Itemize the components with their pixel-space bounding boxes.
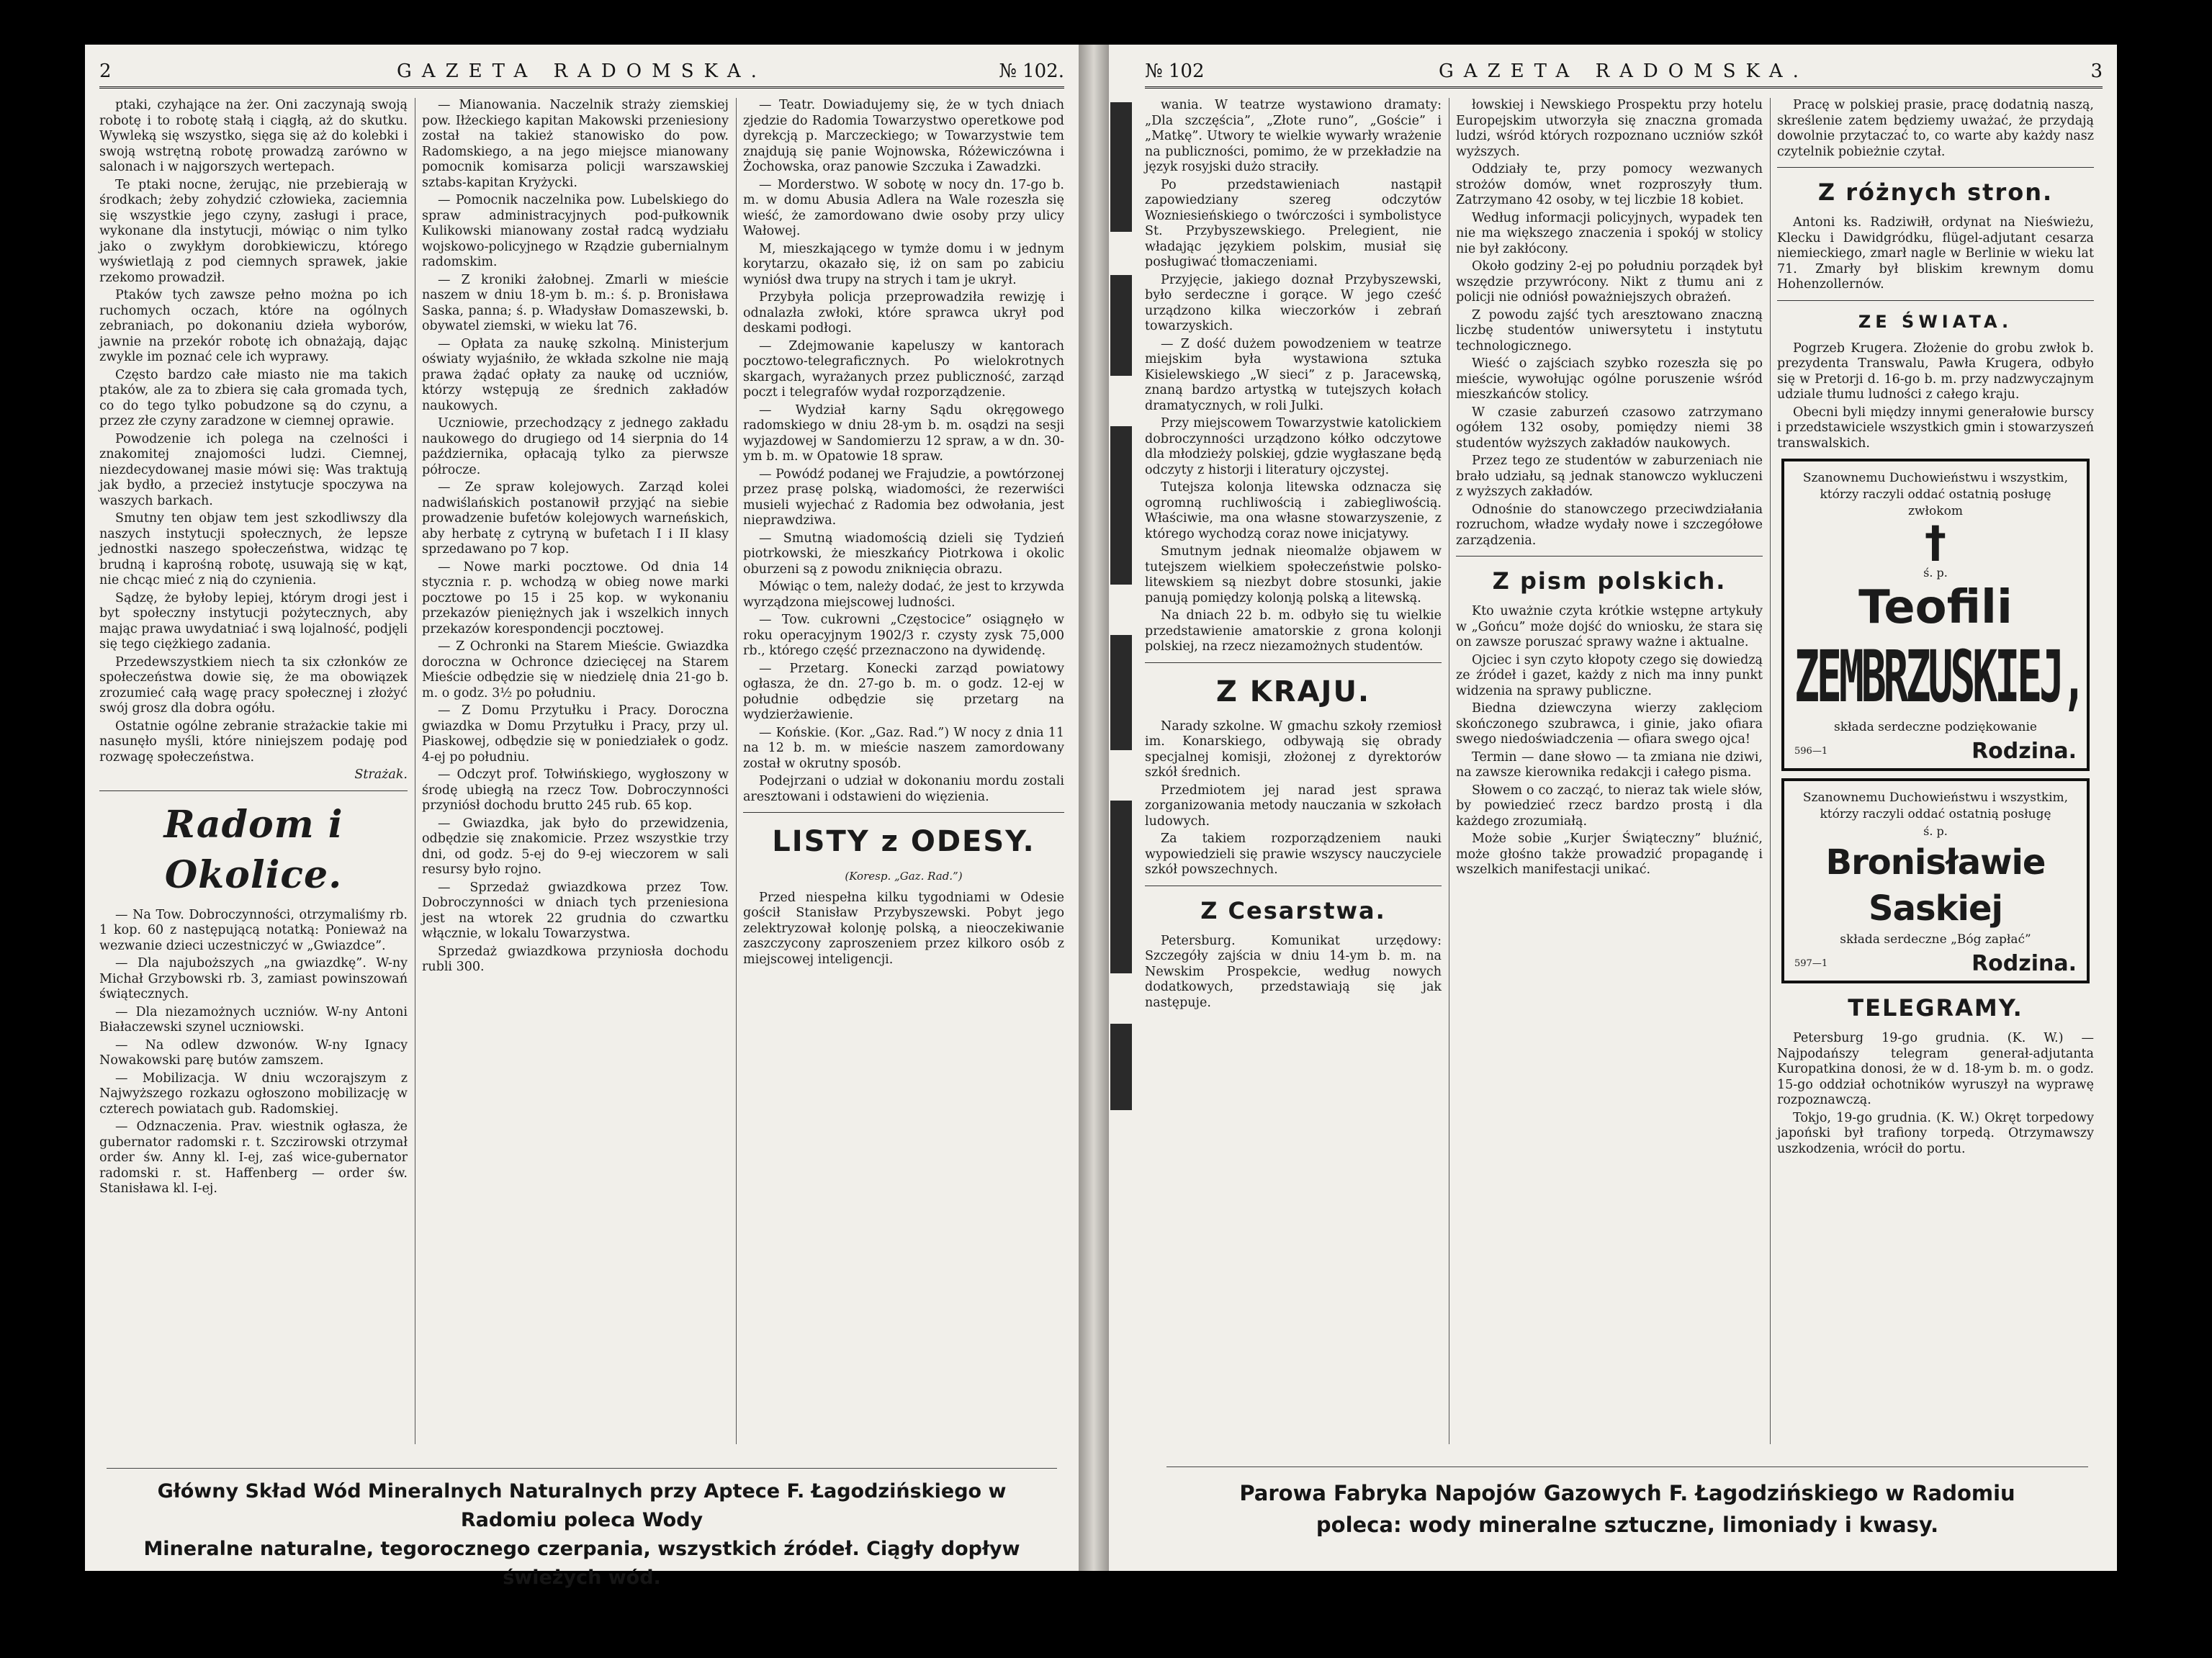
paragraph: Smutny ten objaw tem jest szkodliwszy dla naszych instytucji społecznych, że lepsze jednostki naszego społeczeństwa, widząc tę brudną i kaprośną robotę, usuwają się w kąt, nie chcąc mieć z nią do czynienia. [99, 511, 408, 587]
paragraph: Petersburg 19-go grudnia. (K. W.) — Najpodańszy telegram generał-adjutanta Kuropatkina donosi, że w d. 18-ym b. m. o godz. 15-go oddział ochotników wyruszył na wyprawę rozpoznawczą. [1777, 1031, 2094, 1107]
paragraph: Według informacji policyjnych, wypadek ten nie ma większego znaczenia i spokój w stolicy nie był zakłócony. [1456, 210, 1763, 256]
column-1 [99, 98, 408, 1199]
paragraph: — Mianowania. Naczelnik straży ziemskiej pow. Iłżeckiego kapitan Makowski przeniesiony został na takież stanowisko do pow. Radomskiego, a na jego miejsce mianowany pomocnik komisarza policji warszawskiej sztabs-kapitan Kryżycki. [422, 98, 729, 190]
left-page-header [99, 58, 1064, 89]
paragraph: Na dniach 22 b. m. odbyło się tu wielkie przedstawienie amatorskie z grona kolonji polskiej, na rzecz niezamożnych studentów. [1145, 608, 1442, 654]
obituary-first-name: Teofili [1858, 581, 2013, 634]
paragraph: — Przetarg. Konecki zarząd powiatowy ogłasza, że dn. 27-go b. m. o godz. 12-ej w południe odbędzie się przetarg na wydzierżawienie. [743, 661, 1064, 722]
paragraph: W czasie zaburzeń czasowo zatrzymano ogółem 132 osoby, pomiędzy niemi 38 studentów wyższych zakładów naukowych. [1456, 405, 1763, 451]
paragraph: Słowem o co zacząć, to nieraz tak wiele słów, by powiedzieć rzecz bardzo prostą i dla każdego zrozumiałą. [1456, 783, 1763, 829]
section-heading-polish-press: Z pism polskich. [1492, 567, 1727, 595]
column-rule [736, 98, 737, 1444]
paragraph: — Sprzedaż gwiazdkowa przez Tow. Dobroczynności w dniach tych przeniesiona jest na wtorek 22 grudnia do czwartku włącznie, w lokalu Towarzystwa. [422, 880, 729, 941]
paragraph: Z powodu zajść tych aresztowano znaczną liczbę studentów uniwersytetu i instytutu technologicznego. [1456, 307, 1763, 353]
binding-margin-strip [1109, 88, 1135, 1139]
obituary-intro: Szanownemu Duchowieństwu i wszystkim, którzy raczyli oddać ostatnią posługę zwłokom [1802, 471, 2069, 518]
paragraph: — Z kroniki żałobnej. Zmarli w mieście naszem w dniu 18-ym b. m.: ś. p. Bronisława Saska, panna; ś. p. Władysław Domaszewski, b. obywatel ziemski, w wieku lat 76. [422, 272, 729, 333]
paragraph: Petersburg. Komunikat urzędowy: Szczegóły zajścia w dniu 14-ym b. m. na Newskim Prospekcie, według nowych dodatkowych, przedstawiają się jak następuje. [1145, 933, 1442, 1010]
obituary-notice-zembrzuska [1781, 459, 2090, 771]
obituary-family: Rodzina. [1972, 739, 2077, 764]
advertisement-mineral-water [107, 1468, 1057, 1589]
obituary-thanks: składa serdeczne „Bóg zapłać” [1840, 932, 2031, 947]
obituary-sp: ś. p. [1923, 824, 1948, 838]
binding-gutter [1079, 45, 1109, 1571]
paragraph: — Odznaczenia. Prav. wiestnik ogłasza, że gubernator radomski r. t. Szczirowski otrzymał order św. Anny kl. I-ej, zaś wice-gubernator radomski r. st. Haffenberg — order św. Stanisława kl. I-ej. [99, 1119, 408, 1196]
paragraph: Podejrzani o udział w dokonaniu mordu zostali aresztowani i odstawieni do więzienia. [743, 774, 1064, 804]
paragraph: Może sobie „Kurjer Świąteczny” bluźnić, może głośno także prowadzić propagandę i wszelkich manifestacji unikać. [1456, 832, 1763, 877]
divider [1145, 662, 1442, 663]
paragraph: Przedmiotem jej narad jest sprawa zorganizowania metody nauczania w szkołach ludowych. [1145, 783, 1442, 829]
margin-mark [1110, 102, 1132, 232]
section-heading-world: ZE ŚWIATA. [1858, 311, 2013, 332]
paragraph: — Końskie. (Kor. „Gaz. Rad.”) W nocy z dnia 11 na 12 b. m. w mieście naszem zamordowany został w okrutny sposób. [743, 725, 1064, 771]
ad-line: poleca: wody mineralne sztuczne, limoniady i kwasy. [1316, 1513, 1939, 1537]
paragraph: Biedna dziewczyna wierzy zaklęciom skończonego szubrawca, i ginie, jako ofiara swego niedoświadczenia — ofiara swego ojca! [1456, 701, 1763, 747]
divider [743, 812, 1064, 813]
paragraph: — Powódź podanej we Frajudzie, a powtórzonej przez prasę polską, wiadomości, że rezerwiści musieli wyjechać z Radomia bez odwołania, jest nieprawdziwa. [743, 467, 1064, 528]
obituary-notice-saska [1781, 778, 2090, 983]
divider [99, 790, 408, 791]
paragraph: Po przedstawieniach nastąpił zapowiedziany szereg odczytów Wozniesieńskiego o twórczości i symbolistyce St. Przybyszewskiego. Prelegient, nie władając językiem polskim, musiał się posługiwać tłomaczeniami. [1145, 177, 1442, 269]
paragraph: Przedewszystkiem niech ta six członków ze społeczeństwa dowie się, że ma obowiązek zrozumieć całą wagę pracy społecznej i złożyć swój grosz dla dobra ogółu. [99, 654, 408, 716]
column-1 [1145, 98, 1442, 1013]
paragraph: — Opłata za naukę szkolną. Ministerjum oświaty wyjaśniło, że wkłada szkolne nie mają prawa żądać opłaty za naukę od uczniów, którzy wstępują ze średnich zakładów naukowych. [422, 336, 729, 413]
paragraph: — Ze spraw kolejowych. Zarząd kolei nadwiślańskich postanowił przyjąć na siebie prowadzenie bufetów kolejowych warneńskich, aby herbatę z cytryną w bufetach I i II klasy sprzedawano po 7 kop. [422, 480, 729, 557]
ad-line: Główny Skład Wód Mineralnych Naturalnych przy Aptece F. Łagodzińskiego w Radomiu poleca Wody [157, 1480, 1007, 1531]
notice-code: 597—1 [1794, 958, 1828, 969]
paragraph: Antoni ks. Radziwiłł, ordynat na Nieświeżu, Klecku i Dawidgródku, flügel-adjutant cesarza niemieckiego, zmarł nagle w Berlinie w wieku lat 71. Zmarły był bliskim krewnym domu Hohenzollernów. [1777, 215, 2094, 292]
advertisement-soda-factory [1166, 1466, 2088, 1556]
margin-mark [1110, 801, 1132, 973]
paragraph: — Odczyt prof. Tołwińskiego, wygłoszony w środę ubiegłą na rzecz Tow. Dobroczynności przyniósł dochodu brutto 245 rub. 65 kop. [422, 767, 729, 813]
issue-number: № 102. [999, 60, 1064, 82]
paragraph: Odnośnie do stanowczego przeciwdziałania rozruchom, władze wydały nowe i szczegółowe zarządzenia. [1456, 502, 1763, 548]
paragraph: Przybyła policja przeprowadziła rewizję i odnalazła zwłoki, które sprawca ukrył pod deskami podłogi. [743, 290, 1064, 335]
section-heading-empire: Z Cesarstwa. [1200, 896, 1386, 924]
margin-mark [1110, 1024, 1132, 1110]
section-heading-various: Z różnych stron. [1817, 179, 2054, 206]
ad-line: Parowa Fabryka Napojów Gazowych F. Łagodzińskiego w Radomiu [1239, 1481, 2015, 1505]
page-number: 2 [99, 60, 112, 82]
margin-mark [1110, 635, 1132, 750]
paragraph: — Na odlew dzwonów. W-ny Ignacy Nowakowski parę butów zamszem. [99, 1037, 408, 1068]
column-3 [743, 98, 1064, 970]
paragraph: — Z Ochronki na Starem Mieście. Gwiazdka doroczna w Ochronce dziecięcej na Starem Mieście odbędzie się w niedzielę dnia 21-go b. m. o godz. 3½ po południu. [422, 639, 729, 700]
margin-mark [1110, 426, 1132, 585]
paragraph: Smutnym jednak nieomalże objawem w tutejszem wielkiem społeczeństwie polsko-litewskiem są niezbyt dobre stosunki, jakie panują pomiędzy kolonją polską a litewską. [1145, 544, 1442, 605]
paragraph: — Na Tow. Dobroczynności, otrzymaliśmy rb. 1 kop. 60 z następującą notatką: Ponieważ na wezwanie dzieci uczestniczyć w „Gwiazdce”. [99, 907, 408, 953]
paragraph: Pogrzeb Krugera. Złożenie do grobu zwłok b. prezydenta Transwalu, Pawła Krugera, odbyło się w Pretorji d. 16-go b. m. przy nadzwyczajnym udziale tłumu ludności z całego kraju. [1777, 341, 2094, 402]
paragraph: Około godziny 2-ej po południu porządek był wszędzie przywrócony. Nikt z tłumu ani z policji nie odniósł poważniejszych obrażeń. [1456, 259, 1763, 305]
paragraph: Tokjo, 19-go grudnia. (K. W.) Okręt torpedowy japoński był trafiony torpedą. Otrzymawszy uszkodzenia, wrócił do portu. [1777, 1110, 2094, 1156]
article-signature: Strażak. [354, 767, 408, 782]
paragraph: Kto uważnie czyta krótkie wstępne artykuły w „Gońcu” może dojść do wniosku, że stara się on zawsze poruszać sprawy ważne i aktualne. [1456, 604, 1763, 649]
notice-code: 596—1 [1794, 746, 1828, 757]
section-subtitle: (Koresp. „Gaz. Rad.”) [845, 870, 963, 883]
right-page [1109, 45, 2117, 1571]
divider [1777, 167, 2094, 168]
column-rule [1770, 98, 1771, 1444]
paragraph: — Tow. cukrowni „Częstocice” osiągnęło w roku operacyjnym 1902/3 r. czysty zysk 75,000 rb., którego część przeznaczono na dywidendę. [743, 613, 1064, 658]
page-number: 3 [2090, 60, 2103, 82]
obituary-name: Bronisławie Saskiej [1825, 842, 2046, 929]
paragraph: Narady szkolne. W gmachu szkoły rzemiosł im. Konarskiego, odbywają się obrady specjalnej komisji, złożonej z dyrektorów szkół średnich. [1145, 718, 1442, 780]
margin-mark [1110, 275, 1132, 376]
paragraph: — Zdejmowanie kapeluszy w kantorach pocztowo-telegraficznych. Po wielokrotnych skargach, wyrażanych przez publiczność, zarząd poczt i telegrafów wydał rozporządzenie. [743, 338, 1064, 400]
paragraph: Sprzedaż gwiazdkowa przyniosła dochodu rubli 300. [422, 944, 729, 974]
paragraph: — Smutną wiadomością dzieli się Tydzień piotrkowski, że mieszkańcy Piotrkowa i okolic oburzeni są z powodu zniknięcia obrazu. [743, 531, 1064, 577]
column-3 [1777, 98, 2094, 1159]
masthead-title: GAZETA RADOMSKA. [397, 60, 767, 82]
paragraph: Często bardzo całe miasto nie ma takich ptaków, ale za to zbiera się cała gromada tych, co do tego tylko pobudzone są do czynu, a przez złe czyny zaradzone w ciemnej oprawie. [99, 367, 408, 428]
obituary-surname: ZEMBRZUSKIEJ, [1794, 635, 2084, 718]
paragraph: — Dla najuboższych „na gwiazdkę”. W-ny Michał Grzybowski rb. 3, zamiast powinszowań świątecznych. [99, 956, 408, 1001]
paragraph: Te ptaki nocne, żerując, nie przebierają w środkach; żeby zohydzić człowieka, zaciemnia się wszystkie jego czyny, zasługi i prace, wykonane dla instytucji, mówiąc o nim tylko jako o zwykłym dorobkiewiczu, którego wyświetlają z pod ciemnych sprawek, jakie rzekomo prowadził. [99, 177, 408, 285]
paragraph: Przed niespełna kilku tygodniami w Odesie gościł Stanisław Przybyszewski. Pobyt jego zelektryzował kolonję polską, a nieoczekiwanie zaszczycony zaproszeniem przez kilkoro osób z miejscowej inteligencji. [743, 890, 1064, 967]
divider [1456, 556, 1763, 557]
paragraph: Za takiem rozporządzeniem nauki wypowiedzieli się prawie wszyscy nauczyciele szkół powszechnych. [1145, 832, 1442, 877]
section-heading-country: Z KRAJU. [1215, 675, 1371, 708]
paragraph: Pracę w polskiej prasie, pracę dodatnią naszą, skreślenie zatem będziemy uważać, że przydają dowolnie przytaczać to, co warte aby każdy nasz czytelnik pobieżnie czytał. [1777, 98, 2094, 159]
paragraph: Przy miejscowem Towarzystwie katolickiem dobroczynności urządzono kółko odczytowe dla młodzieży polskiej, gdzie wygłaszane będą odczyty z historji i literatury ojczystej. [1145, 416, 1442, 477]
issue-number: № 102 [1145, 60, 1205, 82]
masthead-title: GAZETA RADOMSKA. [1439, 60, 1809, 82]
cross-icon: † [1925, 517, 1946, 567]
paragraph: M, mieszkającego w tymże domu i w jednym korytarzu, okazało się, iż on sam po zabiciu wyniósł dwa trupy na strych i tam je ukrył. [743, 241, 1064, 287]
paragraph: — Z Domu Przytułku i Pracy. Doroczna gwiazdka w Domu Przytułku i Pracy, przy ul. Piaskowej, odbędzie się w poniedziałek o godz. 4-ej po południu. [422, 703, 729, 765]
paragraph: wania. W teatrze wystawiono dramaty: „Dla szczęścia”, „Złote runo”, „Goście” i „Matkę”. Utwory te wielkie wywarły wrażenie na publiczności, pomimo, że w przekładzie na język rosyjski dużo straciły. [1145, 98, 1442, 174]
paragraph: — Pomocnik naczelnika pow. Lubelskiego do spraw administracyjnych pod-pułkownik Kulikowski mianowany został radcą wydziału wojskowo-policyjnego w Rządzie gubernialnym radomskim. [422, 193, 729, 269]
paragraph: łowskiej i Newskiego Prospektu przy hotelu Europejskim utworzyła się znaczna gromada ludzi, wśród których rozpoznano uczniów szkół wyższych. [1456, 98, 1763, 159]
obituary-family: Rodzina. [1972, 951, 2077, 976]
paragraph: — Morderstwo. W sobotę w nocy dn. 17-go b. m. w domu Abusia Adlera na Wale rozeszła się wieść, że zamordowano dwie osoby przy ulicy Wałowej. [743, 177, 1064, 238]
paragraph: Sądzę, że byłoby lepiej, którym drogi jest i byt społeczny instytucji pożytecznych, aby mając prawa uwydatniać i swą lojalność, podjęli się tego ciężkiego zadania. [99, 590, 408, 652]
paragraph: Obecni byli między innymi generałowie burscy i przedstawiciele wszystkich gmin i stowarzyszeń transwalskich. [1777, 405, 2094, 451]
paragraph: — Z dość dużem powodzeniem w teatrze miejskim była wystawiona sztuka Kisielewskiego „W sieci” z p. Jaracewską, znaną bardzo artystką w tutejszych kołach dramatycznych, w roli Julki. [1145, 336, 1442, 413]
left-page [85, 45, 1079, 1589]
section-heading-odessa: LISTY z ODESY. [772, 825, 1035, 858]
paragraph: Ostatnie ogólne zebranie strażackie takie mi nasunęło myśli, które niniejszem podaję pod rozwagę społeczeństwa. [99, 718, 408, 765]
ad-line: Mineralne naturalne, tegorocznego czerpania, wszystkich źródeł. Ciągły dopływ świeżych wód. [143, 1538, 1020, 1589]
divider [1777, 300, 2094, 301]
paragraph: Przez tego ze studentów w zaburzeniach nie brało udziału, są jednak stanowczo wykluczeni z wyższych zakładów. [1456, 454, 1763, 499]
paragraph: Tutejsza kolonja litewska odznacza się ogromną ruchliwością i zabiegliwością. Właściwie, ma ona własne stowarzyszenie, z którego wychodzą coraz nowe inicjatywy. [1145, 480, 1442, 541]
paragraph: — Mobilizacja. W dniu wczorajszym z Najwyższego rozkazu ogłoszono mobilizację w czterech powiatach gub. Radomskiej. [99, 1071, 408, 1117]
paragraph: ptaki, czyhające na żer. Oni zaczynają swoją robotę i to robotę stałą i ciągłą, aż do skutku. Wywleką się wszystko, sięga się aż do kolebki i swoją wstrętną robotę prowadzą zarówno w salonach i w najgorszych wertepach. [99, 98, 408, 174]
paragraph: Powodzenie ich polega na czelności i znakomitej znajomości ludzi. Ciemnej, niezdecydowanej masie mówi się: Was traktują jak bydło, a przecież instytucje spoczywa na waszych barkach. [99, 431, 408, 508]
paragraph: — Gwiazdka, jak było do przewidzenia, odbędzie się znakomicie. Przez wszystkie trzy dni, od godz. 5-ej do 9-ej wieczorem w sali resursy było rojno. [422, 816, 729, 877]
paragraph: Ptaków tych zawsze pełno można po ich ruchomych oczach, które na ogólnych zebraniach, po dokonaniu dzieła wyborów, jawnie na przekór robotę ich obnażają, dając zwykle im poznać cele ich wyprawy. [99, 288, 408, 364]
paragraph: Ojciec i syn czyto kłopoty czego się dowiedzą ze źródeł i gazet, każdy z nich ma inny punkt widzenia na sprawy publiczne. [1456, 652, 1763, 698]
section-heading-local: Radom i Okolice. [163, 802, 343, 897]
paragraph: — Teatr. Dowiadujemy się, że w tych dniach zjedzie do Radomia Towarzystwo operetkowe pod dyrekcją p. Marczeckiego; w Towarzystwie tem znajdują się panie Wojnowska, Różewiczówna i Żochowska, oraz panowie Szczuka i Zawadzki. [743, 98, 1064, 174]
paragraph: Uczniowie, przechodzący z jednego zakładu naukowego do drugiego od 14 sierpnia do 14 października, opłacają tylko za pierwsze półrocze. [422, 416, 729, 477]
section-heading-telegrams: TELEGRAMY. [1848, 994, 2023, 1022]
paragraph: — Dla niezamożnych uczniów. W-ny Antoni Białaczewski szynel uczniowski. [99, 1004, 408, 1035]
column-2 [422, 98, 729, 978]
paragraph: Wieść o zajściach szybko rozeszła się po mieście, wywołując ogólne poruszenie wśród mieszkańców stolicy. [1456, 356, 1763, 402]
paragraph: — Nowe marki pocztowe. Od dnia 14 stycznia r. p. wchodzą w obieg nowe marki pocztowe po 15 i 25 kop. w wykonaniu przekazów pieniężnych jak i wszelkich innych przekazów korespondencji pocztowej. [422, 559, 729, 636]
obituary-thanks: składa serdeczne podziękowanie [1834, 720, 2037, 734]
paragraph: — Wydział karny Sądu okręgowego radomskiego w dniu 28-ym b. m. osądzi na sesji wyjazdowej w Sandomierzu 12 spraw, a w dn. 30-ym b. m. w Opatowie 18 spraw. [743, 402, 1064, 464]
obituary-sp: ś. p. [1923, 566, 1948, 580]
paragraph: Oddziały te, przy pomocy wezwanych strożów domów, wnet rozproszyły tłum. Zatrzymano 42 osoby, w tej liczbie 18 kobiet. [1456, 162, 1763, 207]
column-2 [1456, 98, 1763, 880]
paragraph: Przyjęcie, jakiego doznał Przybyszewski, było serdeczne i gorące. W jego cześć urządzono kilka wieczorków i zebrań towarzyskich. [1145, 272, 1442, 333]
right-page-header [1145, 58, 2103, 89]
obituary-intro: Szanownemu Duchowieństwu i wszystkim, którzy raczyli oddać ostatnią posługę [1802, 790, 2069, 821]
paragraph: Mówiąc o tem, należy dodać, że jest to krzywda wyrządzona miejscowej ludności. [743, 580, 1064, 610]
paragraph: Termin — dane słowo — ta zmiana nie dziwi, na zawsze kierownika redakcji i całego pisma. [1456, 749, 1763, 780]
